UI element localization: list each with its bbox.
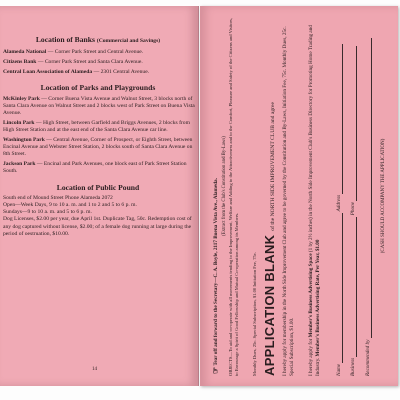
banks-heading xyxy=(0,36,196,45)
park-description: Corner Buena Vista Avenue and Walnut Street, 3 blocks north of Santa Clara Avenue on Walnut Street and 2 blocks west of Park Street on Buena Vista Avenue. xyxy=(3,95,195,116)
recommended-field-label: Recommended by xyxy=(365,339,371,376)
park-entry: Washington Park — Central Avenue, Corner of Prospect, or Eighth Street, between Encinal Avenue and Webster Street Station, 2 blocks south of Santa Clara Avenue on 8th Street. xyxy=(3,136,193,157)
left-page xyxy=(0,6,199,386)
park-description: Central Avenue, Corner of Prospect, or Eighth Street, between Encinal Avenue and Webster Street Station, 2 blocks south of Santa Clara Avenue on 8th Street. xyxy=(3,136,193,157)
bank-entry: Citizens Bank — Corner Park Street and Santa Clara Avenue. xyxy=(3,58,143,65)
pound-license-info: Dog Licenses, $2.00 per year, due April 1st. Duplicate Tag, 50c. Redemption cost of any dog captured without license, $2.00; of a female dog running at large during the period of oestruation, $10.00. xyxy=(3,216,192,237)
pound-hours-weekdays: Open—Week Days, 9 to 10 a. m. and 1 to 2 and 5 to 6 p. m. xyxy=(3,201,137,208)
form-title-side: of the NORTH SIDE IMPROVEMENT CLUB and agree xyxy=(270,102,276,231)
advertising-intro: I hereby apply for xyxy=(308,338,314,376)
parks-heading: Location of Parks and Playgrounds xyxy=(40,83,156,93)
phone-field[interactable] xyxy=(351,46,357,201)
bank-address: 2301 Central Avenue. xyxy=(100,68,150,75)
park-name: Lincoln Park xyxy=(3,119,35,126)
cash-note: (CASH SHOULD ACCOMPANY THE APPLICATION) xyxy=(381,138,386,254)
park-description: Encinal and Park Avenues, one block east of Park Street Station South. xyxy=(3,160,187,174)
address-field-label: Address xyxy=(336,194,342,212)
tear-instruction-text: Tear off and forward to the Secretary—C. A. Boyle, 2117 Buena Vista Ave., Alameda. xyxy=(213,178,219,366)
application-form xyxy=(210,16,390,376)
name-address-row xyxy=(336,16,343,376)
dues-text: Monthly Dues, 25c. Special Subscription, $1.00 Initiation Fee, 75c. xyxy=(252,251,257,376)
advertising-label: Member's Business Advertising Space xyxy=(308,253,314,338)
bank-entry: Central Loan Association of Alameda — 2301 Central Avenue. xyxy=(3,68,150,75)
left-page-content xyxy=(0,36,196,238)
bank-address: Corner Park Street and Central Avenue. xyxy=(54,49,144,56)
objects-text: OBJECTS—To aid and co-operate with all movements tending to the Improvement, Welfare and Adding to the Attractiveness and to the Comfort, Pleasure and Safety of the Citizens and Visitors, to Encourage a Spirit of Good Fellowship and Mutual Co-operation among its Members. xyxy=(228,18,239,376)
right-page xyxy=(200,6,398,386)
recommended-row xyxy=(365,16,372,376)
phone-field-label: Phone xyxy=(350,201,356,216)
name-field-label: Name xyxy=(336,363,342,376)
bank-entry: Alameda National — Corner Park Street and Central Avenue. xyxy=(3,49,144,56)
membership-application-text: I hereby apply for membership in the North Side Improvement Club and agree to be governed by the Constitution and By-Laws, Initiation Fee, 75c. Monthly Dues, 25c. Special Subscription, $1.00. xyxy=(282,26,295,376)
extract-line: (Extract from the Club's Constitution and By-Laws) xyxy=(222,136,227,236)
park-name: Jackson Park xyxy=(3,160,36,167)
pointing-hand-icon: ☞ xyxy=(211,366,220,374)
bank-name: Central Loan Association of Alameda xyxy=(3,68,93,75)
advertising-fee: Member's Business Advertising Rate, Per Year, $1.00 xyxy=(314,239,321,357)
park-description: High Street, between Garfield and Briggs Avenues, 2 blocks from High Street Station and at the east end of the Santa Clara Avenue car line. xyxy=(3,119,190,133)
park-name: Washington Park xyxy=(3,136,45,143)
park-entry: Jackson Park — Encinal and Park Avenues, one block east of Park Street Station South. xyxy=(3,160,187,174)
form-title-text: APPLICATION BLANK xyxy=(262,234,277,376)
advertising-application xyxy=(308,16,321,376)
recommended-field[interactable] xyxy=(366,38,372,338)
bank-name: Alameda National xyxy=(3,49,47,56)
business-field[interactable] xyxy=(351,217,357,357)
name-field[interactable] xyxy=(337,213,343,363)
address-field[interactable] xyxy=(337,44,343,194)
business-phone-row xyxy=(350,16,357,376)
park-name: McKinley Park xyxy=(3,95,40,102)
park-entry: Lincoln Park — High Street, between Garfield and Briggs Avenues, 2 blocks from High Street Station and at the east end of the Santa Clara Avenue car line. xyxy=(3,119,190,133)
banks-heading-sub: (Commercial and Savings) xyxy=(96,38,161,44)
bank-name: Citizens Bank xyxy=(3,58,37,65)
pound-heading: Location of Public Pound xyxy=(56,182,140,192)
pound-hours-sundays: Sundays—9 to 10 a. m. and 5 to 6 p. m. xyxy=(3,209,92,216)
form-title xyxy=(262,16,281,376)
pound-location: South end of Mound Street Phone Alameda 2072 xyxy=(3,194,113,201)
page-number: 14 xyxy=(92,367,97,372)
tear-instruction xyxy=(212,18,220,374)
banks-heading-text: Location of Banks xyxy=(35,35,95,44)
business-field-label: Business xyxy=(350,357,356,376)
park-entry: McKinley Park — Corner Buena Vista Avenue and Walnut Street, 3 blocks north of Santa Clara Avenue on Walnut Street and 2 blocks west of Park Street on Buena Vista Avenue. xyxy=(3,95,195,116)
advertising-details: (1 by 2½ inches) in the North Side Improvement Club's Business Directory for Promoting Home Trading and Industry. xyxy=(308,25,321,376)
bank-address: Corner Park Street and Santa Clara Avenue. xyxy=(44,58,143,65)
